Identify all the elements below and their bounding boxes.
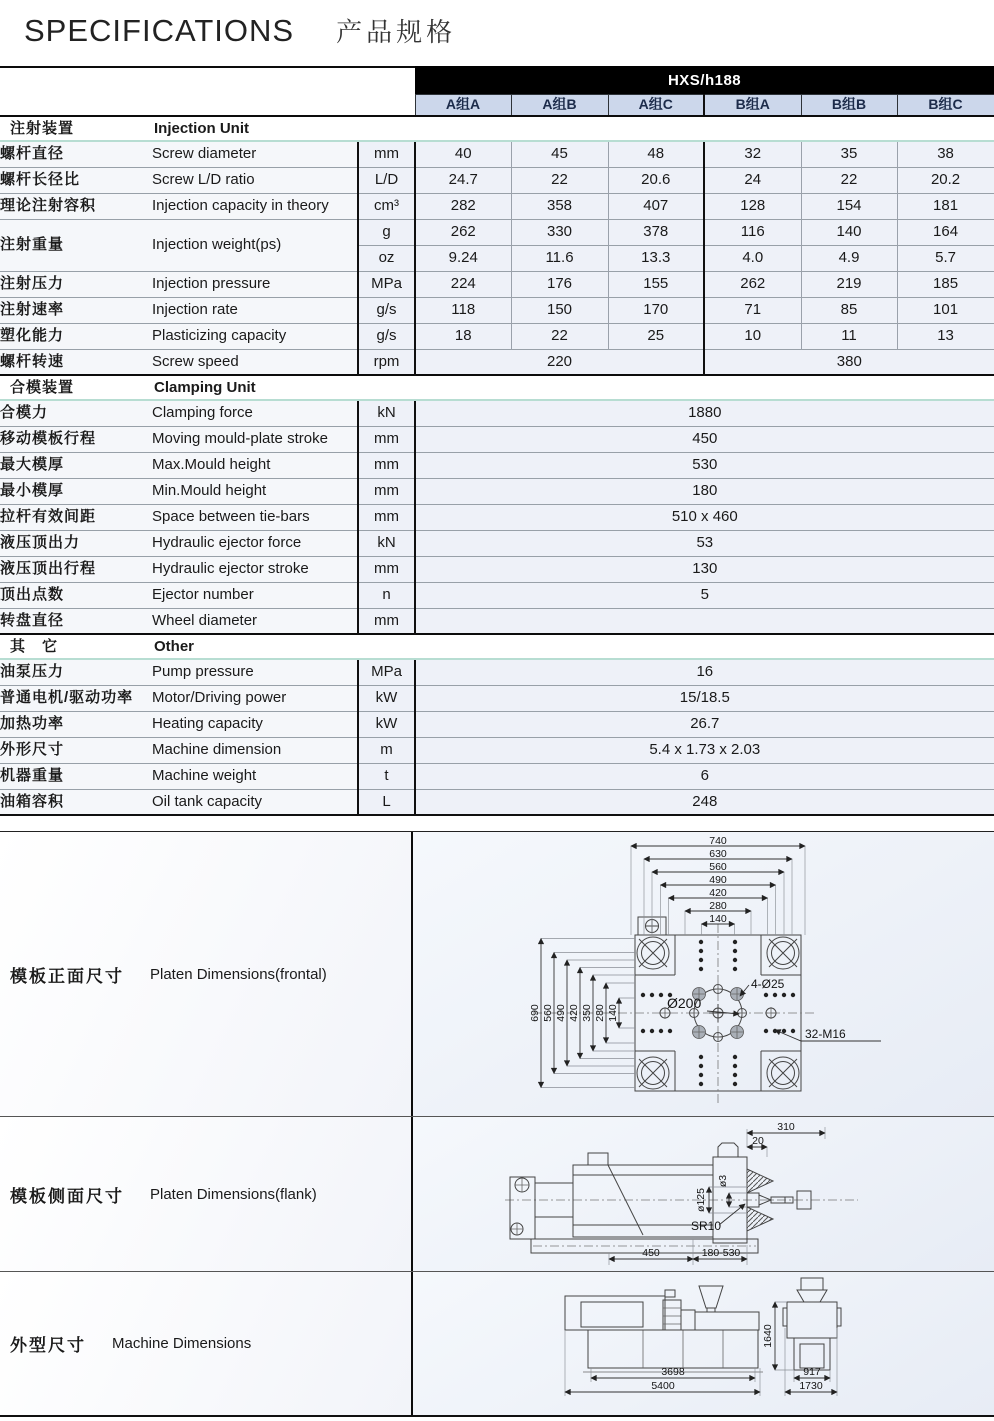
row-unit: mm <box>358 556 415 582</box>
section-header-row <box>0 116 994 141</box>
spec-value: 101 <box>897 297 994 323</box>
row-unit: MPa <box>358 271 415 297</box>
row-unit: mm <box>358 426 415 452</box>
spec-value-merged: 450 <box>415 426 994 452</box>
row-label-en: Pump pressure <box>152 659 358 685</box>
diagram-label-flank <box>0 1117 413 1271</box>
row-label-en: Moving mould-plate stroke <box>152 426 358 452</box>
spec-value: 11.6 <box>511 245 608 271</box>
dim-range: 180-530 <box>701 1247 741 1259</box>
diagram-canvas-flank <box>413 1117 994 1271</box>
row-label-en: Injection weight(ps) <box>152 219 358 271</box>
diagram-label-machine <box>0 1272 413 1415</box>
row-label-zh: 螺杆长径比 <box>0 167 152 193</box>
spec-value: 11 <box>801 323 897 349</box>
column-header: B组C <box>897 94 994 116</box>
dim-label: 350 <box>581 1004 593 1022</box>
dim-1730: 1730 <box>799 1380 823 1392</box>
spec-value: 407 <box>608 193 704 219</box>
row-label-en: Clamping force <box>152 400 358 426</box>
row-unit: mm <box>358 478 415 504</box>
table-row <box>0 219 994 245</box>
column-header-row <box>0 94 994 116</box>
spec-value: 48 <box>608 141 704 167</box>
row-label-en: Wheel diameter <box>152 608 358 634</box>
bolt-callout-label: 4-Ø25 <box>751 977 785 991</box>
row-unit: n <box>358 582 415 608</box>
row-label-zh: 顶出点数 <box>0 582 152 608</box>
row-label-zh: 塑化能力 <box>0 323 152 349</box>
spec-value-merged: 16 <box>415 659 994 685</box>
dim-label: 280 <box>594 1004 606 1022</box>
section-header-row <box>0 634 994 659</box>
spec-value-span: 380 <box>704 349 994 375</box>
row-label-zh: 油箱容积 <box>0 789 152 815</box>
section-title-zh: 注射装置 <box>0 116 152 141</box>
spec-value: 13.3 <box>608 245 704 271</box>
row-unit: kW <box>358 685 415 711</box>
spec-value: 85 <box>801 297 897 323</box>
row-label-en: Machine weight <box>152 763 358 789</box>
diagram-row-frontal <box>0 832 994 1116</box>
spec-value: 5.7 <box>897 245 994 271</box>
spec-value: 9.24 <box>415 245 511 271</box>
row-label-zh: 最小模厚 <box>0 478 152 504</box>
row-unit: m <box>358 737 415 763</box>
section-header-row <box>0 375 994 400</box>
diagram-canvas-frontal <box>413 832 994 1116</box>
row-unit: kN <box>358 530 415 556</box>
table-row <box>0 530 994 556</box>
row-label-zh: 注射重量 <box>0 219 152 271</box>
row-unit: kN <box>358 400 415 426</box>
row-label-en: Injection capacity in theory <box>152 193 358 219</box>
diagram-row-flank <box>0 1116 994 1271</box>
dim-20: 20 <box>752 1135 764 1147</box>
header-blank-cell <box>0 67 415 94</box>
spec-value-merged: 5 <box>415 582 994 608</box>
row-label-en: Hydraulic ejector force <box>152 530 358 556</box>
table-row <box>0 608 994 634</box>
row-label-zh: 理论注射容积 <box>0 193 152 219</box>
row-unit: L/D <box>358 167 415 193</box>
model-name: HXS/h188 <box>415 67 994 94</box>
section-title-zh: 合模装置 <box>0 375 152 400</box>
row-unit: t <box>358 763 415 789</box>
dim-label: 420 <box>709 887 727 899</box>
row-label-en: Plasticizing capacity <box>152 323 358 349</box>
spec-value: 10 <box>704 323 801 349</box>
spec-value: 128 <box>704 193 801 219</box>
diagrams-panel <box>0 831 994 1417</box>
model-header-row <box>0 67 994 94</box>
spec-value: 118 <box>415 297 511 323</box>
flank-machine-profile <box>510 1143 811 1253</box>
dim-label: 690 <box>529 1004 541 1022</box>
spec-value: 25 <box>608 323 704 349</box>
table-row <box>0 789 994 815</box>
row-unit: g/s <box>358 323 415 349</box>
spec-value-merged: 26.7 <box>415 711 994 737</box>
dim-label: 280 <box>709 900 727 912</box>
spec-value: 282 <box>415 193 511 219</box>
dim-label: 490 <box>709 874 727 886</box>
spec-value: 38 <box>897 141 994 167</box>
spec-value-merged <box>415 608 994 634</box>
row-label-zh: 液压顶出力 <box>0 530 152 556</box>
spec-value-merged: 530 <box>415 452 994 478</box>
row-label-zh: 移动模板行程 <box>0 426 152 452</box>
spec-value: 18 <box>415 323 511 349</box>
diagram-label-zh: 外型尺寸 <box>10 1336 86 1355</box>
column-header: B组B <box>801 94 897 116</box>
diagram-label-zh: 模板侧面尺寸 <box>10 1186 124 1206</box>
dim-917: 917 <box>803 1366 821 1378</box>
header-blank-cell <box>0 94 415 116</box>
spec-value: 22 <box>511 167 608 193</box>
dim-label: 420 <box>568 1004 580 1022</box>
row-unit: mm <box>358 608 415 634</box>
column-header: B组A <box>704 94 801 116</box>
dim-label: 740 <box>709 835 727 847</box>
spec-value: 32 <box>704 141 801 167</box>
row-label-en: Screw diameter <box>152 141 358 167</box>
row-label-zh: 螺杆直径 <box>0 141 152 167</box>
title-chinese: 产品规格 <box>336 17 457 47</box>
row-label-en: Heating capacity <box>152 711 358 737</box>
diagram-label-en: Machine Dimensions <box>112 1335 252 1352</box>
spec-value-merged: 248 <box>415 789 994 815</box>
row-unit: cm³ <box>358 193 415 219</box>
dim-5400: 5400 <box>651 1380 675 1392</box>
row-unit: mm <box>358 452 415 478</box>
spec-value: 20.2 <box>897 167 994 193</box>
spec-value: 4.0 <box>704 245 801 271</box>
spec-value: 155 <box>608 271 704 297</box>
row-label-en: Space between tie-bars <box>152 504 358 530</box>
row-unit: kW <box>358 711 415 737</box>
table-row <box>0 193 994 219</box>
table-row <box>0 271 994 297</box>
row-label-en: Max.Mould height <box>152 452 358 478</box>
spec-value: 4.9 <box>801 245 897 271</box>
spec-table <box>0 66 994 816</box>
dim-label: 630 <box>709 848 727 860</box>
table-row <box>0 478 994 504</box>
spec-value: 71 <box>704 297 801 323</box>
diagram-label-zh: 模板正面尺寸 <box>10 966 124 986</box>
row-label-zh: 最大模厚 <box>0 452 152 478</box>
row-label-zh: 注射速率 <box>0 297 152 323</box>
spec-value: 13 <box>897 323 994 349</box>
spec-value: 20.6 <box>608 167 704 193</box>
spec-value-merged: 53 <box>415 530 994 556</box>
spec-value: 116 <box>704 219 801 245</box>
spec-value-merged: 180 <box>415 478 994 504</box>
spec-value: 164 <box>897 219 994 245</box>
dim-sr10: SR10 <box>691 1219 722 1233</box>
spec-value-merged: 15/18.5 <box>415 685 994 711</box>
dim-450: 450 <box>642 1247 660 1259</box>
spec-value-merged: 1880 <box>415 400 994 426</box>
diagram-label-frontal <box>0 832 413 1116</box>
row-label-zh: 螺杆转速 <box>0 349 152 375</box>
row-label-zh: 拉杆有效间距 <box>0 504 152 530</box>
row-label-zh: 外形尺寸 <box>0 737 152 763</box>
flank-platen-diagram <box>413 1117 992 1272</box>
row-label-zh: 机器重量 <box>0 763 152 789</box>
dim-d3: ø3 <box>717 1174 729 1188</box>
spec-value: 140 <box>801 219 897 245</box>
table-row <box>0 349 994 375</box>
machine-side-view <box>565 1286 763 1372</box>
diagram-canvas-machine <box>413 1272 994 1415</box>
diagram-label-en: Platen Dimensions(flank) <box>150 1185 317 1203</box>
row-unit: g/s <box>358 297 415 323</box>
dim-label: 140 <box>709 913 727 925</box>
dim-310: 310 <box>777 1121 795 1133</box>
dim-label: 140 <box>607 1004 619 1022</box>
row-unit: g <box>358 219 415 245</box>
dim-label: 560 <box>709 861 727 873</box>
spec-value: 181 <box>897 193 994 219</box>
dim-3698: 3698 <box>661 1366 685 1378</box>
section-title-en: Clamping Unit <box>152 375 994 400</box>
spec-value: 185 <box>897 271 994 297</box>
table-row <box>0 659 994 685</box>
spec-value: 24 <box>704 167 801 193</box>
spec-value: 330 <box>511 219 608 245</box>
spec-value: 262 <box>415 219 511 245</box>
diagram-row-machine <box>0 1271 994 1415</box>
row-label-zh: 加热功率 <box>0 711 152 737</box>
spec-value: 45 <box>511 141 608 167</box>
row-label-en: Machine dimension <box>152 737 358 763</box>
row-label-en: Hydraulic ejector stroke <box>152 556 358 582</box>
spec-value-merged: 6 <box>415 763 994 789</box>
spec-value: 35 <box>801 141 897 167</box>
row-unit: rpm <box>358 349 415 375</box>
spec-value-span: 220 <box>415 349 704 375</box>
row-label-zh: 合模力 <box>0 400 152 426</box>
row-label-en: Injection rate <box>152 297 358 323</box>
table-row <box>0 685 994 711</box>
row-unit: mm <box>358 504 415 530</box>
table-row <box>0 737 994 763</box>
table-row <box>0 582 994 608</box>
table-row <box>0 504 994 530</box>
row-unit: oz <box>358 245 415 271</box>
table-row <box>0 297 994 323</box>
title-english: SPECIFICATIONS <box>24 13 295 48</box>
spec-value-merged: 5.4 x 1.73 x 2.03 <box>415 737 994 763</box>
dim-d125: ø125 <box>695 1188 707 1212</box>
row-label-en: Screw L/D ratio <box>152 167 358 193</box>
row-unit: MPa <box>358 659 415 685</box>
spec-value-merged: 510 x 460 <box>415 504 994 530</box>
spec-value: 219 <box>801 271 897 297</box>
table-row <box>0 556 994 582</box>
row-label-en: Motor/Driving power <box>152 685 358 711</box>
row-label-en: Min.Mould height <box>152 478 358 504</box>
section-title-zh: 其 它 <box>0 634 152 659</box>
section-title-en: Injection Unit <box>152 116 994 141</box>
table-row <box>0 323 994 349</box>
table-row <box>0 711 994 737</box>
machine-dimensions-diagram <box>413 1272 992 1416</box>
column-header: A组B <box>511 94 608 116</box>
spec-value: 22 <box>801 167 897 193</box>
spec-value: 358 <box>511 193 608 219</box>
spec-value: 262 <box>704 271 801 297</box>
column-header: A组A <box>415 94 511 116</box>
spec-value: 224 <box>415 271 511 297</box>
table-row <box>0 452 994 478</box>
frontal-platen-diagram <box>413 832 992 1116</box>
spec-value-merged: 130 <box>415 556 994 582</box>
row-label-en: Ejector number <box>152 582 358 608</box>
spec-value: 154 <box>801 193 897 219</box>
dim-label: 560 <box>542 1004 554 1022</box>
row-label-zh: 注射压力 <box>0 271 152 297</box>
column-header: A组C <box>608 94 704 116</box>
table-row <box>0 141 994 167</box>
spec-value: 22 <box>511 323 608 349</box>
row-label-en: Oil tank capacity <box>152 789 358 815</box>
dim-label: 490 <box>555 1004 567 1022</box>
row-label-zh: 转盘直径 <box>0 608 152 634</box>
row-label-en: Injection pressure <box>152 271 358 297</box>
machine-side-dimensions <box>565 1330 760 1396</box>
spec-value: 40 <box>415 141 511 167</box>
table-row <box>0 400 994 426</box>
spec-value: 170 <box>608 297 704 323</box>
center-callout-label: Ø200 <box>667 995 702 1011</box>
dim-1640: 1640 <box>762 1324 774 1348</box>
thread-callout-label: 32-M16 <box>805 1027 846 1041</box>
row-label-zh: 油泵压力 <box>0 659 152 685</box>
diagram-label-en: Platen Dimensions(frontal) <box>150 965 327 983</box>
page-title <box>0 0 994 56</box>
row-label-en: Screw speed <box>152 349 358 375</box>
spec-value: 150 <box>511 297 608 323</box>
section-title-en: Other <box>152 634 994 659</box>
row-unit: L <box>358 789 415 815</box>
machine-end-view <box>783 1278 841 1370</box>
spec-value: 24.7 <box>415 167 511 193</box>
row-unit: mm <box>358 141 415 167</box>
table-row <box>0 763 994 789</box>
spec-value: 378 <box>608 219 704 245</box>
table-row <box>0 167 994 193</box>
table-row <box>0 426 994 452</box>
row-label-zh: 普通电机/驱动功率 <box>0 685 152 711</box>
spec-value: 176 <box>511 271 608 297</box>
row-label-zh: 液压顶出行程 <box>0 556 152 582</box>
